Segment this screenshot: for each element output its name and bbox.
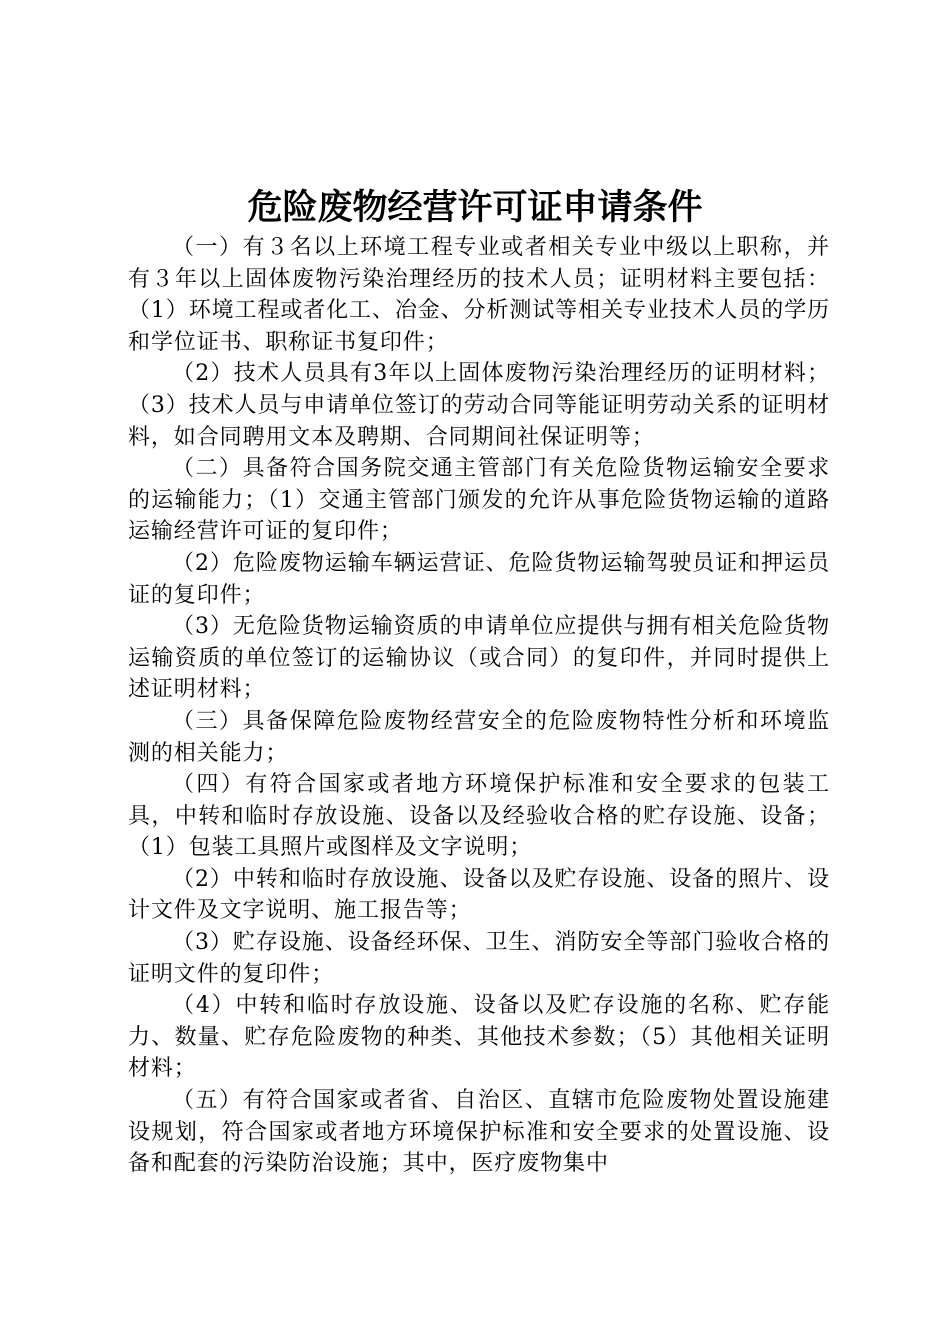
paragraph-1: （一）有３名以上环境工程专业或者相关专业中级以上职称，并有３年以上固体废物污染治理经历的技术人员；证明材料主要包括：（1）环境工程或者化工、冶金、分析测试等相关专业技术人员的学历和学位证书、职称证书复印件； <box>128 235 830 355</box>
document-title: 危险废物经营许可证申请条件 <box>247 188 703 228</box>
paragraph-5: （3）无危险货物运输资质的申请单位应提供与拥有相关危险货物运输资质的单位签订的运输协议（或合同）的复印件，并同时提供上述证明材料； <box>128 614 830 703</box>
paragraph-4: （2）危险废物运输车辆运营证、危险货物运输驾驶员证和押运员证的复印件； <box>128 550 830 608</box>
document-body <box>128 232 830 1180</box>
paragraph-6: （三）具备保障危险废物经营安全的危险废物特性分析和环境监测的相关能力； <box>128 708 830 766</box>
paragraph-7: （四）有符合国家或者地方环境保护标准和安全要求的包装工具，中转和临时存放设施、设备以及经验收合格的贮存设施、设备；（1）包装工具照片或图样及文字说明； <box>128 772 830 861</box>
paragraph-3: （二）具备符合国务院交通主管部门有关危险货物运输安全要求的运输能力；（1）交通主管部门颁发的允许从事危险货物运输的道路运输经营许可证的复印件； <box>128 456 830 545</box>
paragraph-8: （2）中转和临时存放设施、设备以及贮存设施、设备的照片、设计文件及文字说明、施工报告等； <box>128 866 830 924</box>
paragraph-9: （3）贮存设施、设备经环保、卫生、消防安全等部门验收合格的证明文件的复印件； <box>128 930 830 987</box>
paragraph-2: （2）技术人员具有3年以上固体废物污染治理经历的证明材料；（3）技术人员与申请单位签订的劳动合同等能证明劳动关系的证明材料，如合同聘用文本及聘期、合同期间社保证明等； <box>128 361 830 450</box>
paragraph-11: （五）有符合国家或者省、自治区、直辖市危险废物处置设施建设规划，符合国家或者地方环境保护标准和安全要求的处置设施、设备和配套的污染防治设施；其中，医疗废物集中 <box>128 1088 830 1177</box>
paragraph-10: （4）中转和临时存放设施、设备以及贮存设施的名称、贮存能力、数量、贮存危险废物的种类、其他技术参数；（5）其他相关证明材料； <box>128 993 830 1082</box>
